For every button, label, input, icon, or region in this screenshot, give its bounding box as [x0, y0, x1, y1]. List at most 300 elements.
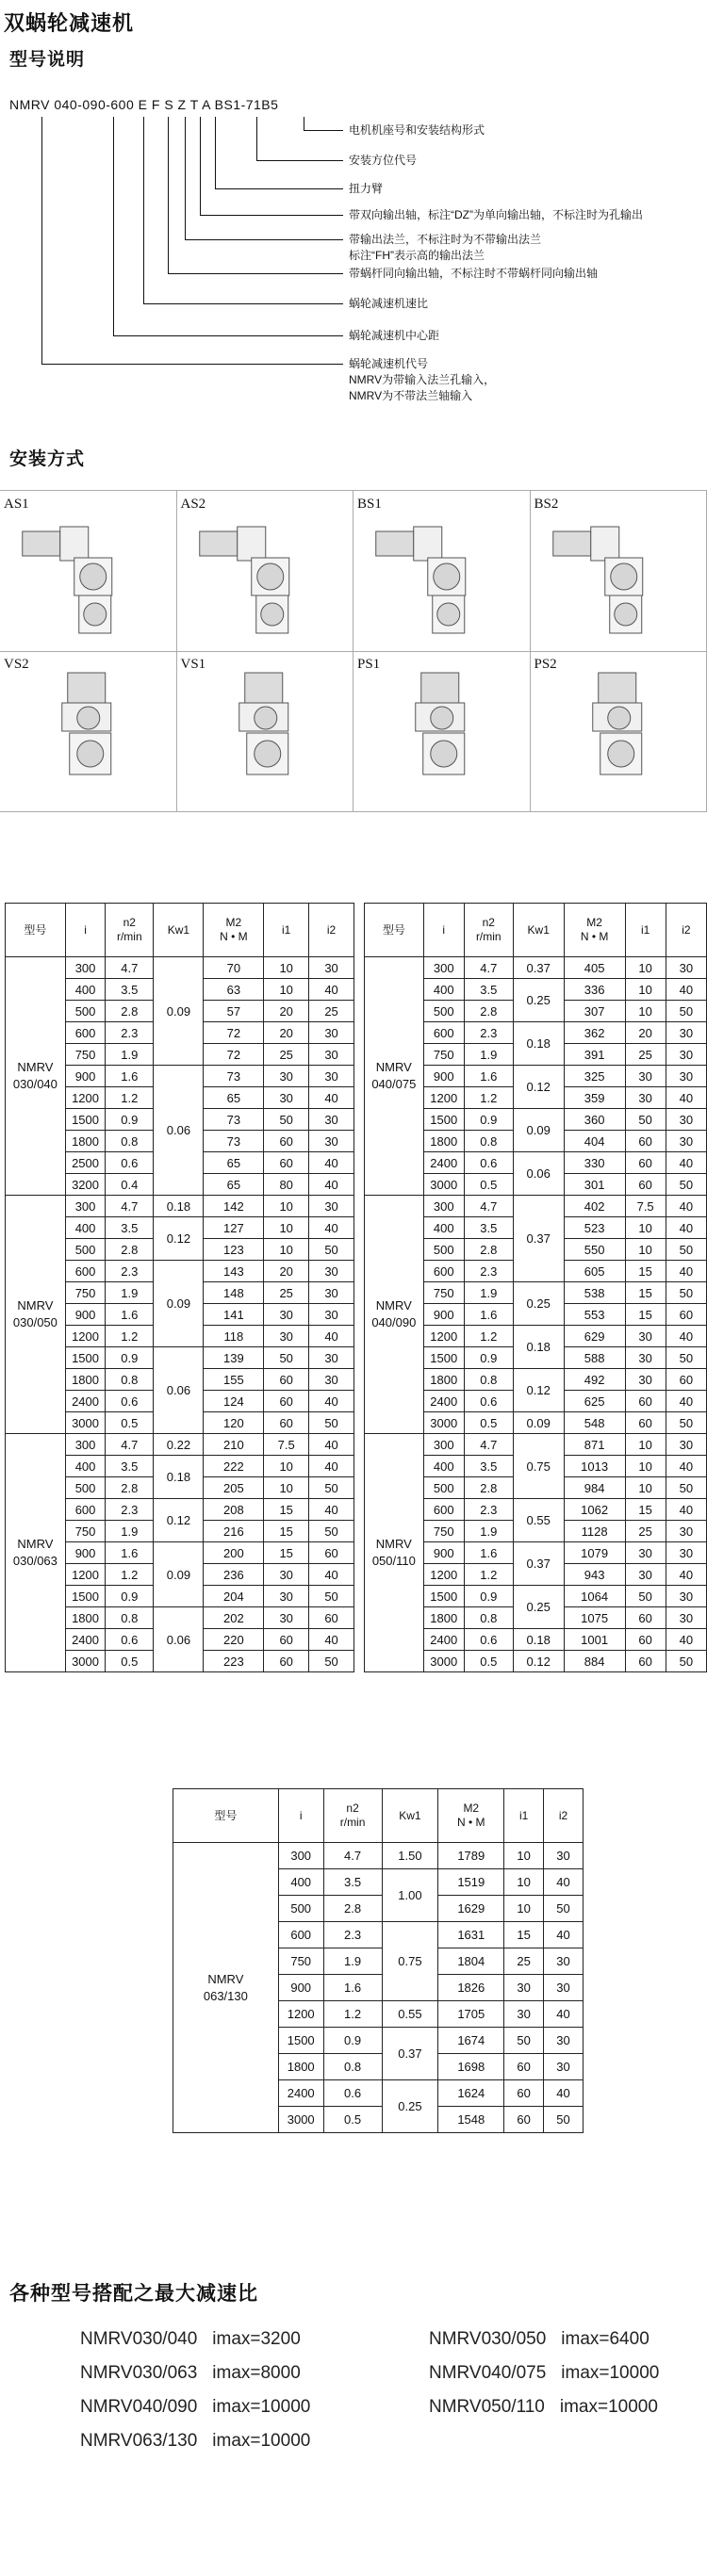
gearbox-sketch	[177, 491, 354, 651]
table-cell: 0.18	[513, 1326, 564, 1369]
gearbox-sketch	[531, 651, 707, 811]
ratio-model: NMRV063/130	[80, 2431, 198, 2451]
table-cell: 2.8	[106, 1239, 154, 1261]
model-cell: NMRV 030/040	[6, 957, 66, 1196]
table-cell: 0.55	[513, 1499, 564, 1542]
table-cell: 40	[309, 1456, 354, 1477]
table-cell: 2.3	[464, 1261, 513, 1282]
column-header: M2 N • M	[204, 904, 264, 957]
table-cell: 0.75	[382, 1922, 438, 2001]
column-header: i	[423, 904, 464, 957]
table-cell: 60	[625, 1152, 666, 1174]
table-cell: 1800	[423, 1607, 464, 1629]
table-cell: 30	[666, 1607, 706, 1629]
table-cell: 1062	[564, 1499, 625, 1521]
table-cell: 0.06	[154, 1607, 204, 1672]
table-cell: 40	[666, 1456, 706, 1477]
table-cell: 750	[423, 1044, 464, 1066]
table-cell: 10	[625, 1239, 666, 1261]
table-cell: 123	[204, 1239, 264, 1261]
column-header: n2 r/min	[106, 904, 154, 957]
mount-label: VS1	[180, 657, 206, 672]
column-header: M2 N • M	[438, 1789, 504, 1843]
table-cell: 300	[278, 1843, 323, 1869]
table-cell: 1500	[423, 1586, 464, 1607]
table-cell: 50	[309, 1412, 354, 1434]
table-cell: 15	[264, 1499, 309, 1521]
table-cell: 1200	[65, 1564, 106, 1586]
ratio-model: NMRV040/075	[429, 2363, 547, 2383]
column-header: n2 r/min	[464, 904, 513, 957]
table-cell: 60	[264, 1629, 309, 1651]
table-cell: 402	[564, 1196, 625, 1217]
table-cell: 0.22	[154, 1434, 204, 1456]
table-cell: 60	[625, 1412, 666, 1434]
table-row	[365, 957, 707, 979]
table-cell: 500	[278, 1896, 323, 1922]
ratio-model: NMRV040/090	[80, 2397, 198, 2417]
table-cell: 4.7	[464, 957, 513, 979]
table-cell: 1800	[65, 1607, 106, 1629]
table-cell: 60	[264, 1131, 309, 1152]
table-cell: 0.8	[106, 1607, 154, 1629]
table-cell: 1.6	[323, 1975, 382, 2001]
table-cell: 900	[65, 1066, 106, 1087]
table-cell: 3000	[65, 1412, 106, 1434]
table-cell: 50	[504, 2028, 544, 2054]
table-cell: 1800	[278, 2054, 323, 2080]
table-cell: 1629	[438, 1896, 504, 1922]
table-cell: 300	[423, 1196, 464, 1217]
table-cell: 202	[204, 1607, 264, 1629]
table-cell: 60	[625, 1174, 666, 1196]
table-cell: 0.12	[513, 1369, 564, 1412]
table-cell: 10	[264, 1477, 309, 1499]
mount-vs2	[0, 651, 177, 811]
table-cell: 900	[423, 1066, 464, 1087]
table-cell: 30	[309, 1369, 354, 1391]
table-cell: 30	[666, 1109, 706, 1131]
table-cell: 30	[544, 1975, 584, 2001]
table-cell: 60	[625, 1651, 666, 1672]
table-cell: 2400	[65, 1629, 106, 1651]
table-cell: 143	[204, 1261, 264, 1282]
table-cell: 40	[309, 979, 354, 1001]
table-cell: 0.9	[323, 2028, 382, 2054]
code-description: 带蜗杆同向输出轴，不标注时不带蜗杆同向输出轴	[349, 267, 599, 280]
table-cell: 900	[65, 1304, 106, 1326]
table-cell: 1.9	[106, 1044, 154, 1066]
table-cell: 391	[564, 1044, 625, 1066]
table-cell: 1001	[564, 1629, 625, 1651]
table-cell: 3000	[65, 1651, 106, 1672]
table-cell: 40	[666, 1499, 706, 1521]
table-cell: 223	[204, 1651, 264, 1672]
table-cell: 405	[564, 957, 625, 979]
table-cell: 1800	[65, 1131, 106, 1152]
table-cell: 142	[204, 1196, 264, 1217]
table-cell: 307	[564, 1001, 625, 1022]
column-header: i1	[264, 904, 309, 957]
table-cell: 40	[309, 1434, 354, 1456]
table-cell: 7.5	[625, 1196, 666, 1217]
table-cell: 1.6	[464, 1542, 513, 1564]
table-cell: 3000	[423, 1412, 464, 1434]
table-cell: 30	[625, 1564, 666, 1586]
table-cell: 30	[625, 1542, 666, 1564]
table-cell: 0.09	[513, 1412, 564, 1434]
mount-ps2	[531, 651, 707, 811]
table-cell: 1.2	[323, 2001, 382, 2028]
table-cell: 0.5	[464, 1412, 513, 1434]
table-cell: 0.55	[382, 2001, 438, 2028]
table-cell: 0.18	[154, 1196, 204, 1217]
table-cell: 50	[309, 1477, 354, 1499]
table-cell: 65	[204, 1152, 264, 1174]
table-cell: 3.5	[464, 979, 513, 1001]
mount-label: BS2	[534, 497, 559, 512]
table-cell: 50	[309, 1651, 354, 1672]
table-cell: 205	[204, 1477, 264, 1499]
table-cell: 30	[666, 1044, 706, 1066]
table-cell: 60	[264, 1369, 309, 1391]
table-cell: 2.8	[464, 1477, 513, 1499]
column-header: i2	[309, 904, 354, 957]
table-cell: 0.37	[513, 1542, 564, 1586]
gearbox-sketch	[0, 491, 177, 651]
mount-label: AS1	[4, 497, 29, 512]
table-cell: 1500	[423, 1109, 464, 1131]
table-cell: 60	[264, 1152, 309, 1174]
ratio-imax: imax=6400	[561, 2329, 649, 2349]
table-cell: 0.5	[106, 1651, 154, 1672]
column-header: 型号	[6, 904, 66, 957]
table-cell: 30	[544, 1948, 584, 1975]
table-cell: 330	[564, 1152, 625, 1174]
table-cell: 30	[625, 1326, 666, 1347]
table-cell: 50	[666, 1347, 706, 1369]
table-cell: 500	[65, 1477, 106, 1499]
table-cell: 200	[204, 1542, 264, 1564]
table-cell: 500	[65, 1001, 106, 1022]
table-cell: 3000	[423, 1174, 464, 1196]
table-cell: 0.09	[154, 957, 204, 1066]
table-cell: 40	[666, 1391, 706, 1412]
code-description: 扭力臂	[349, 182, 384, 195]
table-cell: 0.8	[464, 1131, 513, 1152]
max-ratio-item	[80, 2431, 310, 2452]
ratio-model: NMRV030/040	[80, 2329, 198, 2349]
table-cell: 20	[264, 1001, 309, 1022]
table-cell: 25	[264, 1282, 309, 1304]
table-cell: 0.6	[464, 1152, 513, 1174]
table-cell: 1.9	[323, 1948, 382, 1975]
table-cell: 30	[666, 1542, 706, 1564]
table-cell: 10	[625, 1477, 666, 1499]
table-cell: 0.18	[513, 1022, 564, 1066]
table-cell: 50	[544, 1896, 584, 1922]
ratio-imax: imax=10000	[561, 2363, 660, 2383]
table-cell: 1674	[438, 2028, 504, 2054]
table-cell: 50	[309, 1586, 354, 1607]
table-cell: 30	[666, 1434, 706, 1456]
table-cell: 127	[204, 1217, 264, 1239]
table-cell: 300	[423, 957, 464, 979]
table-cell: 1.9	[464, 1282, 513, 1304]
model-code: NMRV 040-090-600 E F S Z T A BS1-71B5	[9, 97, 279, 112]
table-cell: 1789	[438, 1843, 504, 1869]
table-cell: 50	[666, 1412, 706, 1434]
ratio-imax: imax=10000	[559, 2397, 658, 2417]
table-cell: 30	[264, 1304, 309, 1326]
code-description: NMRV为带输入法兰孔输入，	[349, 373, 496, 386]
column-header: i1	[504, 1789, 544, 1843]
table-cell: 0.12	[513, 1651, 564, 1672]
table-cell: 40	[666, 1629, 706, 1651]
table-cell: 2.3	[464, 1022, 513, 1044]
table-cell: 30	[666, 1521, 706, 1542]
table-cell: 1.6	[106, 1304, 154, 1326]
table-cell: 2.8	[323, 1896, 382, 1922]
table-cell: 0.8	[106, 1369, 154, 1391]
table-cell: 80	[264, 1174, 309, 1196]
table-cell: 30	[504, 1975, 544, 2001]
table-cell: 57	[204, 1001, 264, 1022]
table-cell: 1200	[423, 1087, 464, 1109]
table-cell: 884	[564, 1651, 625, 1672]
table-cell: 0.25	[513, 1282, 564, 1326]
table-cell: 900	[423, 1542, 464, 1564]
table-cell: 3000	[423, 1651, 464, 1672]
ratio-model: NMRV030/050	[429, 2329, 547, 2349]
table-cell: 30	[309, 957, 354, 979]
table-cell: 2500	[65, 1152, 106, 1174]
table-cell: 70	[204, 957, 264, 979]
table-cell: 40	[666, 1087, 706, 1109]
table-cell: 30	[264, 1607, 309, 1629]
table-cell: 3200	[65, 1174, 106, 1196]
table-cell: 900	[65, 1542, 106, 1564]
table-cell: 30	[666, 1586, 706, 1607]
table-cell: 1013	[564, 1456, 625, 1477]
table-cell: 236	[204, 1564, 264, 1586]
table-cell: 1075	[564, 1607, 625, 1629]
gearbox-sketch	[177, 651, 354, 811]
table-cell: 40	[309, 1391, 354, 1412]
table-cell: 60	[666, 1369, 706, 1391]
table-cell: 65	[204, 1174, 264, 1196]
table-cell: 30	[666, 957, 706, 979]
table-cell: 204	[204, 1586, 264, 1607]
table-cell: 60	[309, 1607, 354, 1629]
table-cell: 40	[666, 1261, 706, 1282]
table-cell: 30	[309, 1304, 354, 1326]
table-cell: 1.9	[464, 1044, 513, 1066]
table-cell: 10	[504, 1843, 544, 1869]
table-cell: 0.37	[513, 957, 564, 979]
code-description: 蜗轮减速机中心距	[349, 329, 440, 342]
table-cell: 1.2	[106, 1087, 154, 1109]
table-cell: 10	[625, 1456, 666, 1477]
column-header: Kw1	[382, 1789, 438, 1843]
table-cell: 0.9	[106, 1586, 154, 1607]
mount-label: PS2	[534, 657, 557, 672]
table-cell: 40	[666, 1152, 706, 1174]
column-header: i2	[666, 904, 706, 957]
table-cell: 1.6	[106, 1542, 154, 1564]
table-cell: 400	[65, 1217, 106, 1239]
table-cell: 625	[564, 1391, 625, 1412]
table-cell: 0.06	[513, 1152, 564, 1196]
table-cell: 750	[65, 1044, 106, 1066]
column-header: 型号	[365, 904, 424, 957]
table-cell: 400	[65, 979, 106, 1001]
table-cell: 40	[309, 1629, 354, 1651]
table-cell: 1705	[438, 2001, 504, 2028]
table-cell: 60	[625, 1391, 666, 1412]
table-cell: 600	[278, 1922, 323, 1948]
table-cell: 3000	[278, 2107, 323, 2133]
table-cell: 15	[504, 1922, 544, 1948]
table-cell: 2.8	[464, 1239, 513, 1261]
table-cell: 550	[564, 1239, 625, 1261]
table-cell: 1631	[438, 1922, 504, 1948]
table-cell: 1826	[438, 1975, 504, 2001]
spec-table-left	[5, 903, 354, 1672]
table-cell: 0.37	[382, 2028, 438, 2080]
table-cell: 404	[564, 1131, 625, 1152]
table-cell: 118	[204, 1326, 264, 1347]
table-cell: 40	[309, 1174, 354, 1196]
code-description: 带输出法兰，不标注时为不带输出法兰	[349, 233, 542, 246]
model-cell: NMRV 030/063	[6, 1434, 66, 1672]
mounting-grid	[0, 490, 707, 812]
table-cell: 538	[564, 1282, 625, 1304]
table-cell: 0.25	[513, 1586, 564, 1629]
table-cell: 50	[264, 1109, 309, 1131]
table-cell: 0.8	[106, 1131, 154, 1152]
table-cell: 600	[423, 1261, 464, 1282]
table-cell: 40	[544, 2001, 584, 2028]
table-cell: 0.9	[464, 1347, 513, 1369]
table-cell: 943	[564, 1564, 625, 1586]
table-cell: 1.2	[464, 1087, 513, 1109]
table-cell: 1500	[65, 1109, 106, 1131]
table-cell: 0.9	[464, 1586, 513, 1607]
table-cell: 0.5	[464, 1651, 513, 1672]
table-cell: 7.5	[264, 1434, 309, 1456]
ratio-imax: imax=8000	[212, 2363, 301, 2383]
table-cell: 139	[204, 1347, 264, 1369]
table-cell: 0.9	[106, 1347, 154, 1369]
table-cell: 30	[625, 1347, 666, 1369]
table-cell: 141	[204, 1304, 264, 1326]
model-cell: NMRV 063/130	[173, 1843, 279, 2133]
gearbox-sketch	[354, 491, 531, 651]
table-cell: 1200	[65, 1087, 106, 1109]
max-ratio-item	[80, 2329, 301, 2350]
table-cell: 553	[564, 1304, 625, 1326]
table-cell: 30	[264, 1564, 309, 1586]
spec-table-bottom	[173, 1788, 584, 2133]
table-cell: 30	[625, 1066, 666, 1087]
table-cell: 30	[264, 1066, 309, 1087]
table-cell: 216	[204, 1521, 264, 1542]
table-cell: 0.5	[464, 1174, 513, 1196]
table-cell: 40	[666, 1564, 706, 1586]
table-cell: 2.3	[323, 1922, 382, 1948]
table-cell: 2400	[278, 2080, 323, 2107]
table-cell: 73	[204, 1131, 264, 1152]
table-cell: 0.25	[513, 979, 564, 1022]
table-cell: 25	[625, 1521, 666, 1542]
table-cell: 1.6	[464, 1066, 513, 1087]
max-ratio-item	[80, 2363, 301, 2384]
table-cell: 1.2	[464, 1564, 513, 1586]
table-cell: 10	[264, 979, 309, 1001]
table-cell: 300	[65, 957, 106, 979]
table-cell: 30	[504, 2001, 544, 2028]
table-cell: 10	[264, 1217, 309, 1239]
table-cell: 60	[504, 2080, 544, 2107]
table-cell: 1200	[278, 2001, 323, 2028]
table-cell: 0.09	[154, 1542, 204, 1607]
table-cell: 0.75	[513, 1434, 564, 1499]
table-cell: 336	[564, 979, 625, 1001]
table-cell: 4.7	[464, 1196, 513, 1217]
gearbox-sketch	[531, 491, 707, 651]
column-header: n2 r/min	[323, 1789, 382, 1843]
table-cell: 0.06	[154, 1066, 204, 1196]
table-cell: 1500	[65, 1586, 106, 1607]
table-cell: 30	[309, 1066, 354, 1087]
table-cell: 50	[544, 2107, 584, 2133]
table-row	[6, 1196, 354, 1217]
table-cell: 60	[264, 1391, 309, 1412]
ratio-model: NMRV050/110	[429, 2397, 545, 2417]
table-row	[173, 1843, 584, 1869]
table-cell: 1.50	[382, 1843, 438, 1869]
ratio-imax: imax=3200	[212, 2329, 301, 2349]
table-cell: 15	[625, 1304, 666, 1326]
table-cell: 2.3	[106, 1022, 154, 1044]
table-cell: 40	[309, 1564, 354, 1586]
table-cell: 60	[309, 1542, 354, 1564]
table-cell: 30	[309, 1109, 354, 1131]
table-cell: 40	[544, 2080, 584, 2107]
table-cell: 750	[65, 1282, 106, 1304]
table-cell: 10	[264, 957, 309, 979]
code-description: 带双向输出轴，标注“DZ”为单向输出轴，不标注时为孔输出	[349, 208, 643, 221]
table-cell: 50	[666, 1001, 706, 1022]
table-cell: 72	[204, 1044, 264, 1066]
page-title: 双蜗轮减速机	[4, 11, 135, 35]
table-cell: 155	[204, 1369, 264, 1391]
table-cell: 325	[564, 1066, 625, 1087]
table-cell: 500	[65, 1239, 106, 1261]
spec-table-right	[364, 903, 707, 1672]
mount-label: AS2	[180, 497, 206, 512]
code-description: 安装方位代号	[349, 154, 418, 167]
table-cell: 220	[204, 1629, 264, 1651]
table-cell: 1.6	[106, 1066, 154, 1087]
table-cell: 750	[423, 1282, 464, 1304]
table-cell: 30	[309, 1131, 354, 1152]
table-cell: 10	[264, 1239, 309, 1261]
table-cell: 0.8	[323, 2054, 382, 2080]
table-cell: 1.2	[464, 1326, 513, 1347]
table-cell: 50	[625, 1109, 666, 1131]
